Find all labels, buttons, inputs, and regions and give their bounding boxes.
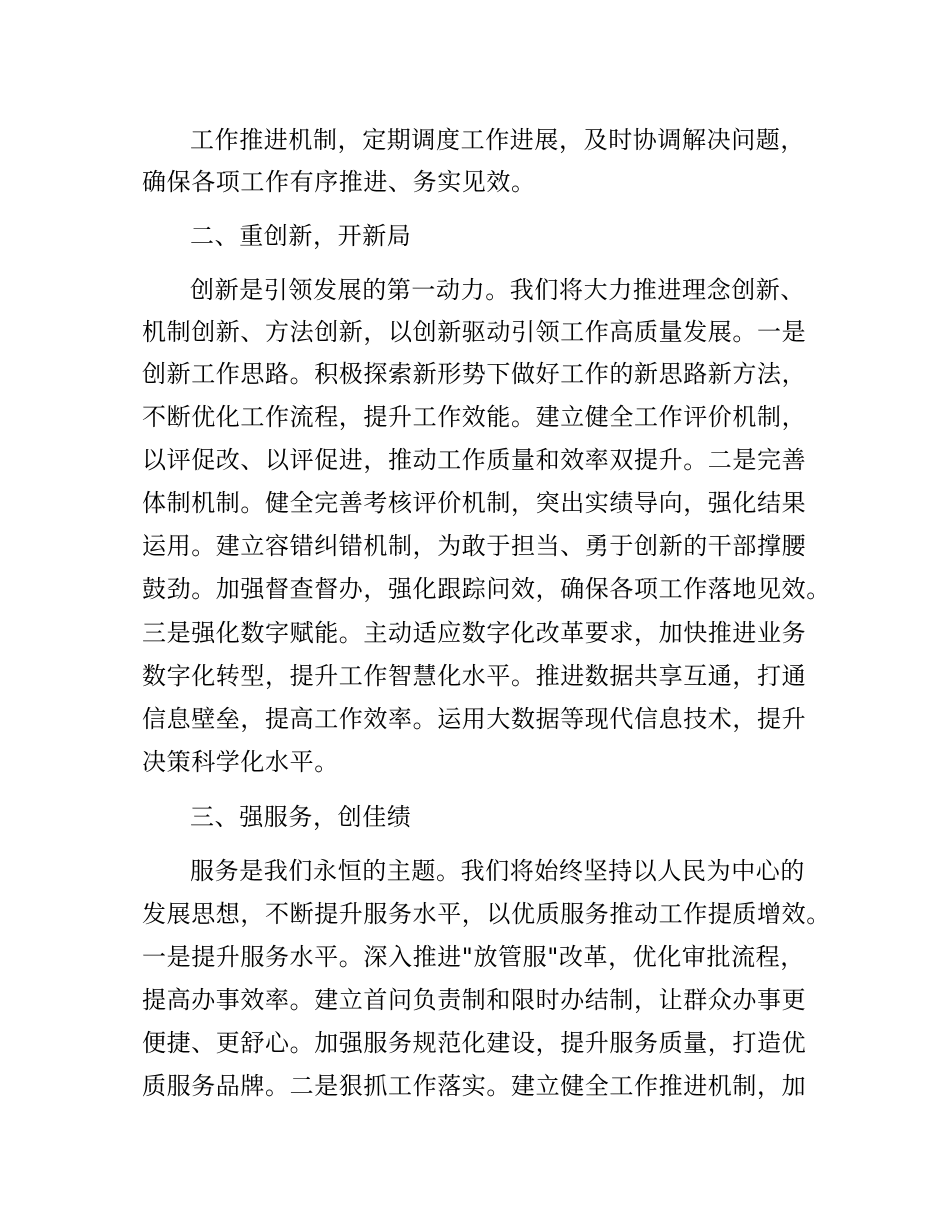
text-line: 体制机制。健全完善考核评价机制，突出实绩导向，强化结果 [142,489,807,517]
text-line: 提高办事效率。建立首问负责制和限时办结制，让群众办事更 [142,986,807,1014]
text-line: 数字化转型，提升工作智慧化水平。推进数据共享互通，打通 [142,662,807,690]
section-heading: 二、重创新，开新局 [190,222,412,250]
text-line: 三是强化数字赋能。主动适应数字化改革要求，加快推进业务 [142,619,807,647]
text-line: 一是提升服务水平。深入推进"放管服"改革，优化审批流程， [142,943,805,971]
text-line: 鼓劲。加强督查督办，强化跟踪问效，确保各项工作落地见效。 [142,575,831,603]
text-line: 决策科学化水平。 [142,748,339,776]
text-line: 不断优化工作流程，提升工作效能。建立健全工作评价机制， [142,403,807,431]
text-line: 服务是我们永恒的主题。我们将始终坚持以人民为中心的 [190,857,805,885]
text-line: 确保各项工作有序推进、务实见效。 [142,168,536,196]
section-heading: 三、强服务，创佳绩 [190,803,412,831]
text-line: 创新是引领发展的第一动力。我们将大力推进理念创新、 [190,276,805,304]
text-line: 质服务品牌。二是狠抓工作落实。建立健全工作推进机制，加 [142,1072,807,1100]
text-line: 运用。建立容错纠错机制，为敢于担当、勇于创新的干部撑腰 [142,532,807,560]
text-line: 工作推进机制，定期调度工作进展，及时协调解决问题， [190,126,805,154]
text-line: 发展思想，不断提升服务水平，以优质服务推动工作提质增效。 [142,900,831,928]
text-line: 创新工作思路。积极探索新形势下做好工作的新思路新方法， [142,360,807,388]
text-line: 以评促改、以评促进，推动工作质量和效率双提升。二是完善 [142,446,807,474]
text-line: 便捷、更舒心。加强服务规范化建设，提升服务质量，打造优 [142,1029,807,1057]
text-line: 信息壁垒，提高工作效率。运用大数据等现代信息技术，提升 [142,705,807,733]
text-line: 机制创新、方法创新，以创新驱动引领工作高质量发展。一是 [142,318,807,346]
